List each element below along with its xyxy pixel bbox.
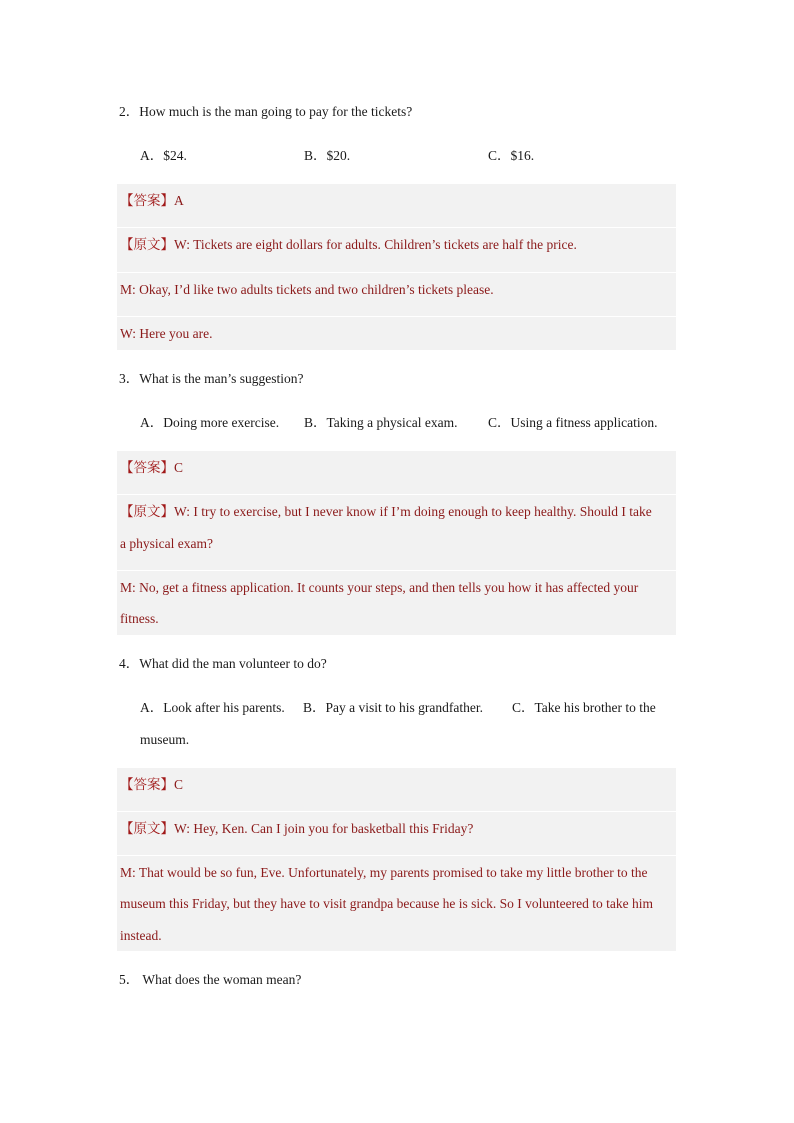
answer-line xyxy=(120,191,184,211)
question-3-option-b: B．Taking a physical exam. xyxy=(304,415,458,430)
answer-label: 【答案】 xyxy=(120,193,174,208)
question-3-answer-block xyxy=(117,451,676,635)
transcript-line xyxy=(120,819,473,839)
transcript-line xyxy=(120,502,652,522)
transcript-line: M: No, get a fitness application. It counts your steps, and then tells you how it has affected your xyxy=(120,580,639,595)
transcript-text: W: Tickets are eight dollars for adults. Children’s tickets are half the price. xyxy=(174,237,577,252)
transcript-line: M: Okay, I’d like two adults tickets and two children’s tickets please. xyxy=(120,282,494,297)
question-4-stem: 4．What did the man volunteer to do? xyxy=(119,656,327,671)
question-4-option-c: C．Take his brother to the xyxy=(512,700,656,715)
transcript-line: fitness. xyxy=(120,611,159,626)
transcript-line: a physical exam? xyxy=(120,536,213,551)
answer-line xyxy=(120,458,183,478)
question-3-stem: 3．What is the man’s suggestion? xyxy=(119,371,304,386)
divider xyxy=(117,494,676,495)
question-2-option-a: A．$24. xyxy=(140,148,187,163)
answer-label: 【答案】 xyxy=(120,460,174,475)
transcript-line: museum this Friday, but they have to visit grandpa because he is sick. So I volunteered to take him xyxy=(120,896,654,911)
answer-value: C xyxy=(174,777,184,792)
transcript-line: instead. xyxy=(120,928,162,943)
divider xyxy=(117,272,676,273)
transcript-text: W: I try to exercise, but I never know if I’m doing enough to keep healthy. Should I take xyxy=(174,504,652,519)
transcript-line: W: Here you are. xyxy=(120,326,213,341)
answer-value: C xyxy=(174,460,184,475)
question-4-answer-block xyxy=(117,768,676,951)
transcript-text: W: Hey, Ken. Can I join you for basketball this Friday? xyxy=(174,821,474,836)
transcript-line xyxy=(120,235,577,255)
transcript-label: 【原文】 xyxy=(120,821,174,836)
question-4-option-a: A．Look after his parents. xyxy=(140,700,285,715)
divider xyxy=(117,811,676,812)
answer-line xyxy=(120,775,183,795)
divider xyxy=(117,855,676,856)
question-2-answer-block xyxy=(117,184,676,350)
answer-value: A xyxy=(174,193,184,208)
divider xyxy=(117,227,676,228)
divider xyxy=(117,316,676,317)
question-3-option-a: A．Doing more exercise. xyxy=(140,415,280,430)
transcript-label: 【原文】 xyxy=(120,504,174,519)
question-4-option-b: B．Pay a visit to his grandfather. xyxy=(303,700,483,715)
question-3-option-c: C．Using a fitness application. xyxy=(488,415,658,430)
answer-label: 【答案】 xyxy=(120,777,174,792)
question-2-stem: 2．How much is the man going to pay for the tickets? xyxy=(119,104,413,119)
divider xyxy=(117,570,676,571)
question-2-option-b: B．$20. xyxy=(304,148,351,163)
transcript-label: 【原文】 xyxy=(120,237,174,252)
transcript-line: M: That would be so fun, Eve. Unfortunately, my parents promised to take my little brother to the xyxy=(120,865,648,880)
question-2-option-c: C．$16. xyxy=(488,148,535,163)
question-5-stem: 5． What does the woman mean? xyxy=(119,972,302,987)
question-4-option-c-cont: museum. xyxy=(140,732,190,747)
